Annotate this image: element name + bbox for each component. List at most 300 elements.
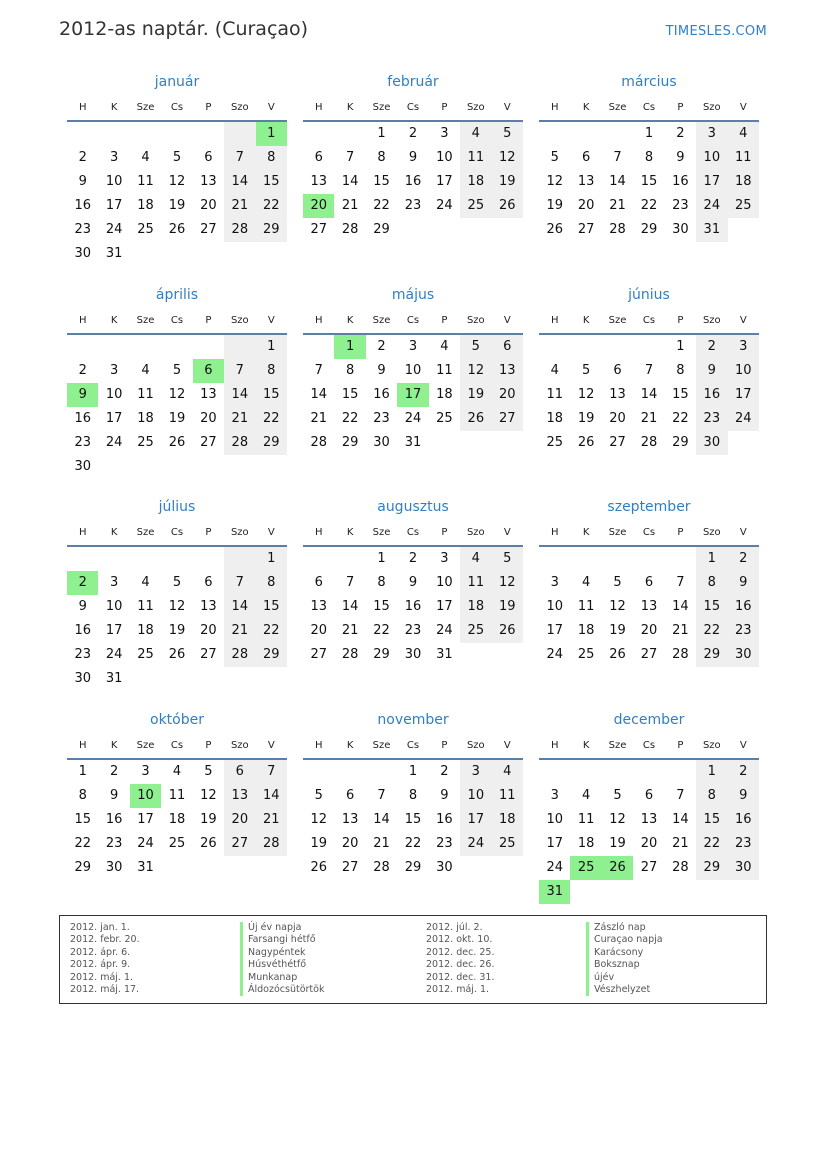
holiday-list-entry: 2012. ápr. 6. <box>70 946 131 958</box>
holiday-list-entry: 2012. okt. 10. <box>426 934 493 946</box>
weekday-header: H <box>78 740 87 751</box>
day-cell: 9 <box>676 150 685 165</box>
day-cell: 23 <box>436 836 453 851</box>
day-cell: 20 <box>577 198 595 213</box>
day-cell: 26 <box>577 435 595 450</box>
day-cell: 14 <box>672 812 689 827</box>
day-cell: 22 <box>373 623 390 638</box>
day-cell: 20 <box>640 836 658 851</box>
day-cell: 6 <box>613 363 622 378</box>
holiday-names-col1 <box>240 922 324 996</box>
empty-cell <box>602 547 633 571</box>
day-cell: 11 <box>728 146 759 170</box>
day-cell: 2 <box>728 760 759 784</box>
day-cell: 1 <box>676 339 685 354</box>
weekday-header: P <box>205 315 212 326</box>
day-cell: 30 <box>696 431 727 455</box>
day-cell: 8 <box>256 359 287 383</box>
day-cell: 6 <box>224 760 255 784</box>
day-cell: 26 <box>492 619 523 643</box>
month-block <box>303 72 523 242</box>
day-cell: 31 <box>436 647 453 662</box>
day-cell: 20 <box>310 623 327 638</box>
day-cell: 4 <box>581 575 591 590</box>
day-cell: 16 <box>74 198 91 213</box>
day-cell: 18 <box>546 411 563 426</box>
day-cell: 13 <box>640 599 658 614</box>
weekday-header: P <box>205 102 212 113</box>
weekday-header: V <box>739 740 747 751</box>
weekday-header-row <box>539 734 759 760</box>
day-cell: 15 <box>640 174 658 189</box>
day-cell: 7 <box>676 575 685 590</box>
weekday-header: K <box>582 102 590 113</box>
weekday-header: Cs <box>406 527 420 538</box>
day-cell: 10 <box>105 599 123 614</box>
day-cell: 25 <box>137 435 154 450</box>
day-cell: 4 <box>172 764 182 779</box>
day-cell: 27 <box>341 860 359 875</box>
day-cell: 22 <box>696 619 727 643</box>
day-cell: 8 <box>377 150 386 165</box>
weekday-header: H <box>550 102 559 113</box>
month-block <box>67 710 287 880</box>
weekday-header: Cs <box>170 102 184 113</box>
day-cell: 25 <box>460 619 491 643</box>
weekday-header: K <box>582 315 590 326</box>
empty-cell <box>570 122 601 146</box>
weekday-header: Szo <box>230 102 249 113</box>
day-cell: 25 <box>492 832 523 856</box>
day-cell: 12 <box>492 571 523 595</box>
day-cell: 17 <box>105 411 123 426</box>
day-cell: 11 <box>436 363 453 378</box>
weekday-header: Cs <box>642 527 656 538</box>
day-cell: 20 <box>303 194 334 218</box>
weekday-header: H <box>550 527 559 538</box>
day-cell: 24 <box>436 198 453 213</box>
month-name: június <box>628 287 670 303</box>
day-cell: 20 <box>640 623 658 638</box>
weekday-header: Szo <box>702 315 721 326</box>
day-cell: 9 <box>78 174 87 189</box>
day-cell: 31 <box>105 671 123 686</box>
weekday-header: H <box>314 740 323 751</box>
weekday-header: P <box>677 740 684 751</box>
day-cell: 20 <box>341 836 359 851</box>
day-cell: 14 <box>224 383 255 407</box>
month-block <box>539 285 759 455</box>
day-cell: 19 <box>492 595 523 619</box>
day-cell: 25 <box>570 856 601 880</box>
holiday-list-entry: újév <box>586 972 663 984</box>
month-block <box>303 710 523 880</box>
weekday-header-row <box>67 96 287 122</box>
day-cell: 18 <box>137 411 154 426</box>
day-cell: 15 <box>341 387 359 402</box>
brand-link[interactable]: TIMESLES.COM <box>665 24 767 39</box>
weekday-header: P <box>205 740 212 751</box>
day-grid <box>539 760 759 904</box>
weekday-header: H <box>314 315 323 326</box>
day-cell: 15 <box>373 174 390 189</box>
day-cell: 27 <box>640 647 658 662</box>
day-cell: 27 <box>577 222 595 237</box>
day-cell: 19 <box>200 812 217 827</box>
day-cell: 27 <box>200 222 217 237</box>
weekday-header: Szo <box>230 740 249 751</box>
day-cell: 5 <box>492 122 523 146</box>
empty-cell <box>130 335 161 359</box>
day-cell: 15 <box>696 595 727 619</box>
weekday-header: Sze <box>136 102 155 113</box>
holiday-list-entry: 2012. jan. 1. <box>70 922 130 933</box>
day-cell: 2 <box>676 126 685 141</box>
weekday-header: V <box>267 740 275 751</box>
day-cell: 22 <box>256 619 287 643</box>
month-name: október <box>150 712 204 728</box>
day-cell: 24 <box>404 411 422 426</box>
day-cell: 7 <box>676 788 685 803</box>
weekday-header: K <box>346 527 354 538</box>
day-cell: 19 <box>310 836 327 851</box>
day-cell: 10 <box>105 387 123 402</box>
day-cell: 12 <box>492 146 523 170</box>
day-cell: 29 <box>640 222 658 237</box>
weekday-header: Cs <box>642 315 656 326</box>
holiday-list-entry: 2012. dec. 31. <box>426 971 495 983</box>
day-cell: 24 <box>105 647 123 662</box>
empty-cell <box>633 335 664 359</box>
day-cell: 12 <box>200 788 217 803</box>
day-cell: 5 <box>172 363 182 378</box>
day-cell: 23 <box>74 647 91 662</box>
day-cell: 3 <box>408 339 418 354</box>
month-name: szeptember <box>607 499 691 515</box>
day-cell: 6 <box>345 788 355 803</box>
day-cell: 23 <box>74 435 91 450</box>
day-cell: 28 <box>341 222 359 237</box>
day-cell: 31 <box>696 218 727 242</box>
day-cell: 11 <box>137 387 154 402</box>
day-cell: 27 <box>224 832 255 856</box>
day-cell: 11 <box>460 146 491 170</box>
weekday-header: P <box>441 527 448 538</box>
day-cell: 7 <box>256 760 287 784</box>
day-cell: 2 <box>78 150 87 165</box>
holiday-list-entry: 2012. júl. 2. <box>426 922 483 933</box>
day-cell: 17 <box>460 808 491 832</box>
day-cell: 15 <box>256 170 287 194</box>
day-cell: 17 <box>436 599 453 614</box>
day-cell: 13 <box>341 812 359 827</box>
day-cell: 7 <box>345 575 355 590</box>
day-cell: 1 <box>408 764 418 779</box>
day-cell: 14 <box>373 812 390 827</box>
day-cell: 10 <box>436 150 453 165</box>
day-cell: 18 <box>460 170 491 194</box>
day-cell: 2 <box>408 551 418 566</box>
weekday-header-row <box>67 521 287 547</box>
day-cell: 23 <box>728 832 759 856</box>
empty-cell <box>602 122 633 146</box>
day-cell: 21 <box>672 836 689 851</box>
day-cell: 28 <box>609 222 626 237</box>
holiday-list <box>59 915 767 1004</box>
empty-cell <box>193 335 224 359</box>
day-cell: 8 <box>345 363 355 378</box>
empty-cell <box>539 122 570 146</box>
day-cell: 12 <box>310 812 327 827</box>
day-cell: 5 <box>550 150 559 165</box>
month-block <box>67 497 287 691</box>
weekday-header: Cs <box>170 315 184 326</box>
weekday-header: P <box>441 315 448 326</box>
day-cell: 21 <box>224 619 255 643</box>
weekday-header: H <box>78 527 87 538</box>
day-cell: 4 <box>728 122 759 146</box>
day-cell: 18 <box>728 170 759 194</box>
day-cell: 14 <box>224 595 255 619</box>
day-cell: 1 <box>256 335 287 359</box>
day-cell: 16 <box>404 599 422 614</box>
day-cell: 6 <box>644 575 654 590</box>
month-block <box>67 285 287 479</box>
weekday-header: H <box>314 102 323 113</box>
day-cell: 27 <box>200 647 217 662</box>
weekday-header: Cs <box>170 527 184 538</box>
day-cell: 2 <box>377 339 386 354</box>
weekday-header-row <box>67 734 287 760</box>
empty-cell <box>570 547 601 571</box>
day-cell: 13 <box>609 387 626 402</box>
day-cell: 28 <box>341 647 359 662</box>
day-cell: 6 <box>492 335 523 359</box>
empty-cell <box>193 122 224 146</box>
day-cell: 26 <box>168 222 186 237</box>
day-cell: 7 <box>613 150 622 165</box>
day-cell: 31 <box>539 880 570 904</box>
day-cell: 17 <box>436 174 453 189</box>
day-cell: 31 <box>137 860 154 875</box>
weekday-header: V <box>267 527 275 538</box>
weekday-header: Szo <box>230 315 249 326</box>
holiday-dates-col1 <box>70 922 140 996</box>
day-cell: 12 <box>546 174 563 189</box>
day-cell: 3 <box>109 150 119 165</box>
day-cell: 17 <box>696 170 727 194</box>
day-cell: 4 <box>141 575 150 590</box>
day-cell: 23 <box>74 222 91 237</box>
empty-cell <box>665 547 696 571</box>
day-cell: 5 <box>172 150 182 165</box>
weekday-header: K <box>582 740 590 751</box>
weekday-header: Cs <box>642 740 656 751</box>
day-cell: 17 <box>728 383 759 407</box>
empty-cell <box>334 547 365 571</box>
day-cell: 6 <box>314 150 323 165</box>
day-grid <box>67 760 287 880</box>
day-cell: 22 <box>256 194 287 218</box>
empty-cell <box>98 122 129 146</box>
day-cell: 4 <box>141 150 150 165</box>
day-cell: 19 <box>609 623 626 638</box>
day-cell: 2 <box>696 335 727 359</box>
day-cell: 28 <box>310 435 327 450</box>
day-cell: 24 <box>696 194 727 218</box>
weekday-header: K <box>110 315 118 326</box>
holiday-list-entry: Nagypéntek <box>240 947 324 959</box>
day-cell: 1 <box>334 335 365 359</box>
day-cell: 9 <box>109 788 119 803</box>
month-name: május <box>391 287 435 303</box>
weekday-header-row <box>539 521 759 547</box>
weekday-header: H <box>78 102 87 113</box>
holiday-list-entry: Curaçao napja <box>586 934 663 946</box>
day-cell: 18 <box>436 387 453 402</box>
day-cell: 3 <box>550 788 559 803</box>
day-cell: 3 <box>696 122 727 146</box>
day-grid <box>67 547 287 691</box>
empty-cell <box>224 335 255 359</box>
day-cell: 15 <box>256 595 287 619</box>
weekday-header-row <box>303 96 523 122</box>
day-cell: 22 <box>373 198 390 213</box>
day-cell: 6 <box>204 575 213 590</box>
day-cell: 8 <box>676 363 685 378</box>
day-cell: 15 <box>74 812 91 827</box>
weekday-header: Sze <box>608 315 627 326</box>
day-cell: 15 <box>696 808 727 832</box>
month-block <box>67 72 287 266</box>
day-cell: 24 <box>105 222 123 237</box>
day-cell: 22 <box>672 411 689 426</box>
day-cell: 10 <box>404 363 422 378</box>
empty-cell <box>130 547 161 571</box>
weekday-header: Szo <box>466 102 485 113</box>
day-cell: 13 <box>200 599 217 614</box>
day-cell: 20 <box>609 411 626 426</box>
holiday-dates-col2 <box>426 922 494 996</box>
day-cell: 2 <box>67 571 98 595</box>
empty-cell <box>67 122 98 146</box>
day-cell: 29 <box>341 435 359 450</box>
day-cell: 1 <box>78 764 87 779</box>
day-cell: 30 <box>373 435 390 450</box>
day-cell: 7 <box>224 146 255 170</box>
day-cell: 26 <box>546 222 563 237</box>
day-cell: 16 <box>672 174 689 189</box>
day-cell: 21 <box>373 836 390 851</box>
empty-cell <box>161 335 192 359</box>
day-cell: 19 <box>460 383 491 407</box>
weekday-header: K <box>346 102 354 113</box>
day-cell: 3 <box>440 551 449 566</box>
day-cell: 24 <box>546 647 563 662</box>
day-cell: 8 <box>256 146 287 170</box>
day-cell: 8 <box>644 150 654 165</box>
day-cell: 18 <box>168 812 186 827</box>
day-cell: 14 <box>609 174 626 189</box>
holiday-list-entry: Húsvéthétfő <box>240 959 324 971</box>
day-cell: 3 <box>141 764 150 779</box>
day-cell: 18 <box>577 623 595 638</box>
day-cell: 30 <box>728 643 759 667</box>
weekday-header: Cs <box>406 102 420 113</box>
day-cell: 12 <box>168 174 186 189</box>
weekday-header: P <box>205 527 212 538</box>
month-name: március <box>621 74 677 90</box>
day-cell: 28 <box>256 832 287 856</box>
day-cell: 28 <box>640 435 658 450</box>
month-block <box>303 285 523 455</box>
day-cell: 19 <box>546 198 563 213</box>
day-cell: 16 <box>728 808 759 832</box>
day-cell: 13 <box>200 174 217 189</box>
day-cell: 5 <box>172 575 182 590</box>
weekday-header: V <box>739 527 747 538</box>
month-block <box>539 497 759 667</box>
weekday-header: P <box>677 102 684 113</box>
day-cell: 12 <box>609 599 626 614</box>
day-cell: 2 <box>109 764 119 779</box>
weekday-header: H <box>78 315 87 326</box>
weekday-header: V <box>739 102 747 113</box>
day-cell: 27 <box>310 222 327 237</box>
day-cell: 15 <box>672 387 689 402</box>
day-cell: 23 <box>373 411 390 426</box>
day-cell: 23 <box>404 623 422 638</box>
day-cell: 22 <box>404 836 422 851</box>
holiday-list-entry: Karácsony <box>586 947 663 959</box>
holiday-list-entry: 2012. febr. 20. <box>70 934 140 946</box>
day-cell: 10 <box>728 359 759 383</box>
day-cell: 10 <box>546 812 563 827</box>
weekday-header-row <box>539 96 759 122</box>
weekday-header: Cs <box>642 102 656 113</box>
day-cell: 16 <box>696 383 727 407</box>
day-cell: 26 <box>168 647 186 662</box>
day-cell: 30 <box>404 647 422 662</box>
day-cell: 6 <box>193 359 224 383</box>
day-cell: 28 <box>224 218 255 242</box>
day-grid <box>539 122 759 242</box>
weekday-header: Sze <box>608 527 627 538</box>
day-cell: 10 <box>460 784 491 808</box>
day-cell: 26 <box>609 647 626 662</box>
day-cell: 23 <box>728 619 759 643</box>
empty-cell <box>98 547 129 571</box>
day-cell: 25 <box>436 411 453 426</box>
weekday-header: K <box>110 740 118 751</box>
day-cell: 7 <box>224 359 255 383</box>
day-cell: 24 <box>460 832 491 856</box>
day-cell: 9 <box>408 575 418 590</box>
day-cell: 16 <box>74 411 91 426</box>
day-cell: 21 <box>640 411 658 426</box>
day-cell: 30 <box>105 860 123 875</box>
holiday-list-entry: 2012. dec. 25. <box>426 946 495 958</box>
day-cell: 26 <box>602 856 633 880</box>
day-cell: 10 <box>436 575 453 590</box>
holiday-list-entry: 2012. máj. 17. <box>70 984 140 996</box>
day-cell: 26 <box>492 194 523 218</box>
weekday-header: V <box>267 102 275 113</box>
day-cell: 1 <box>644 126 654 141</box>
day-cell: 13 <box>492 359 523 383</box>
weekday-header: V <box>503 102 511 113</box>
day-cell: 29 <box>74 860 91 875</box>
